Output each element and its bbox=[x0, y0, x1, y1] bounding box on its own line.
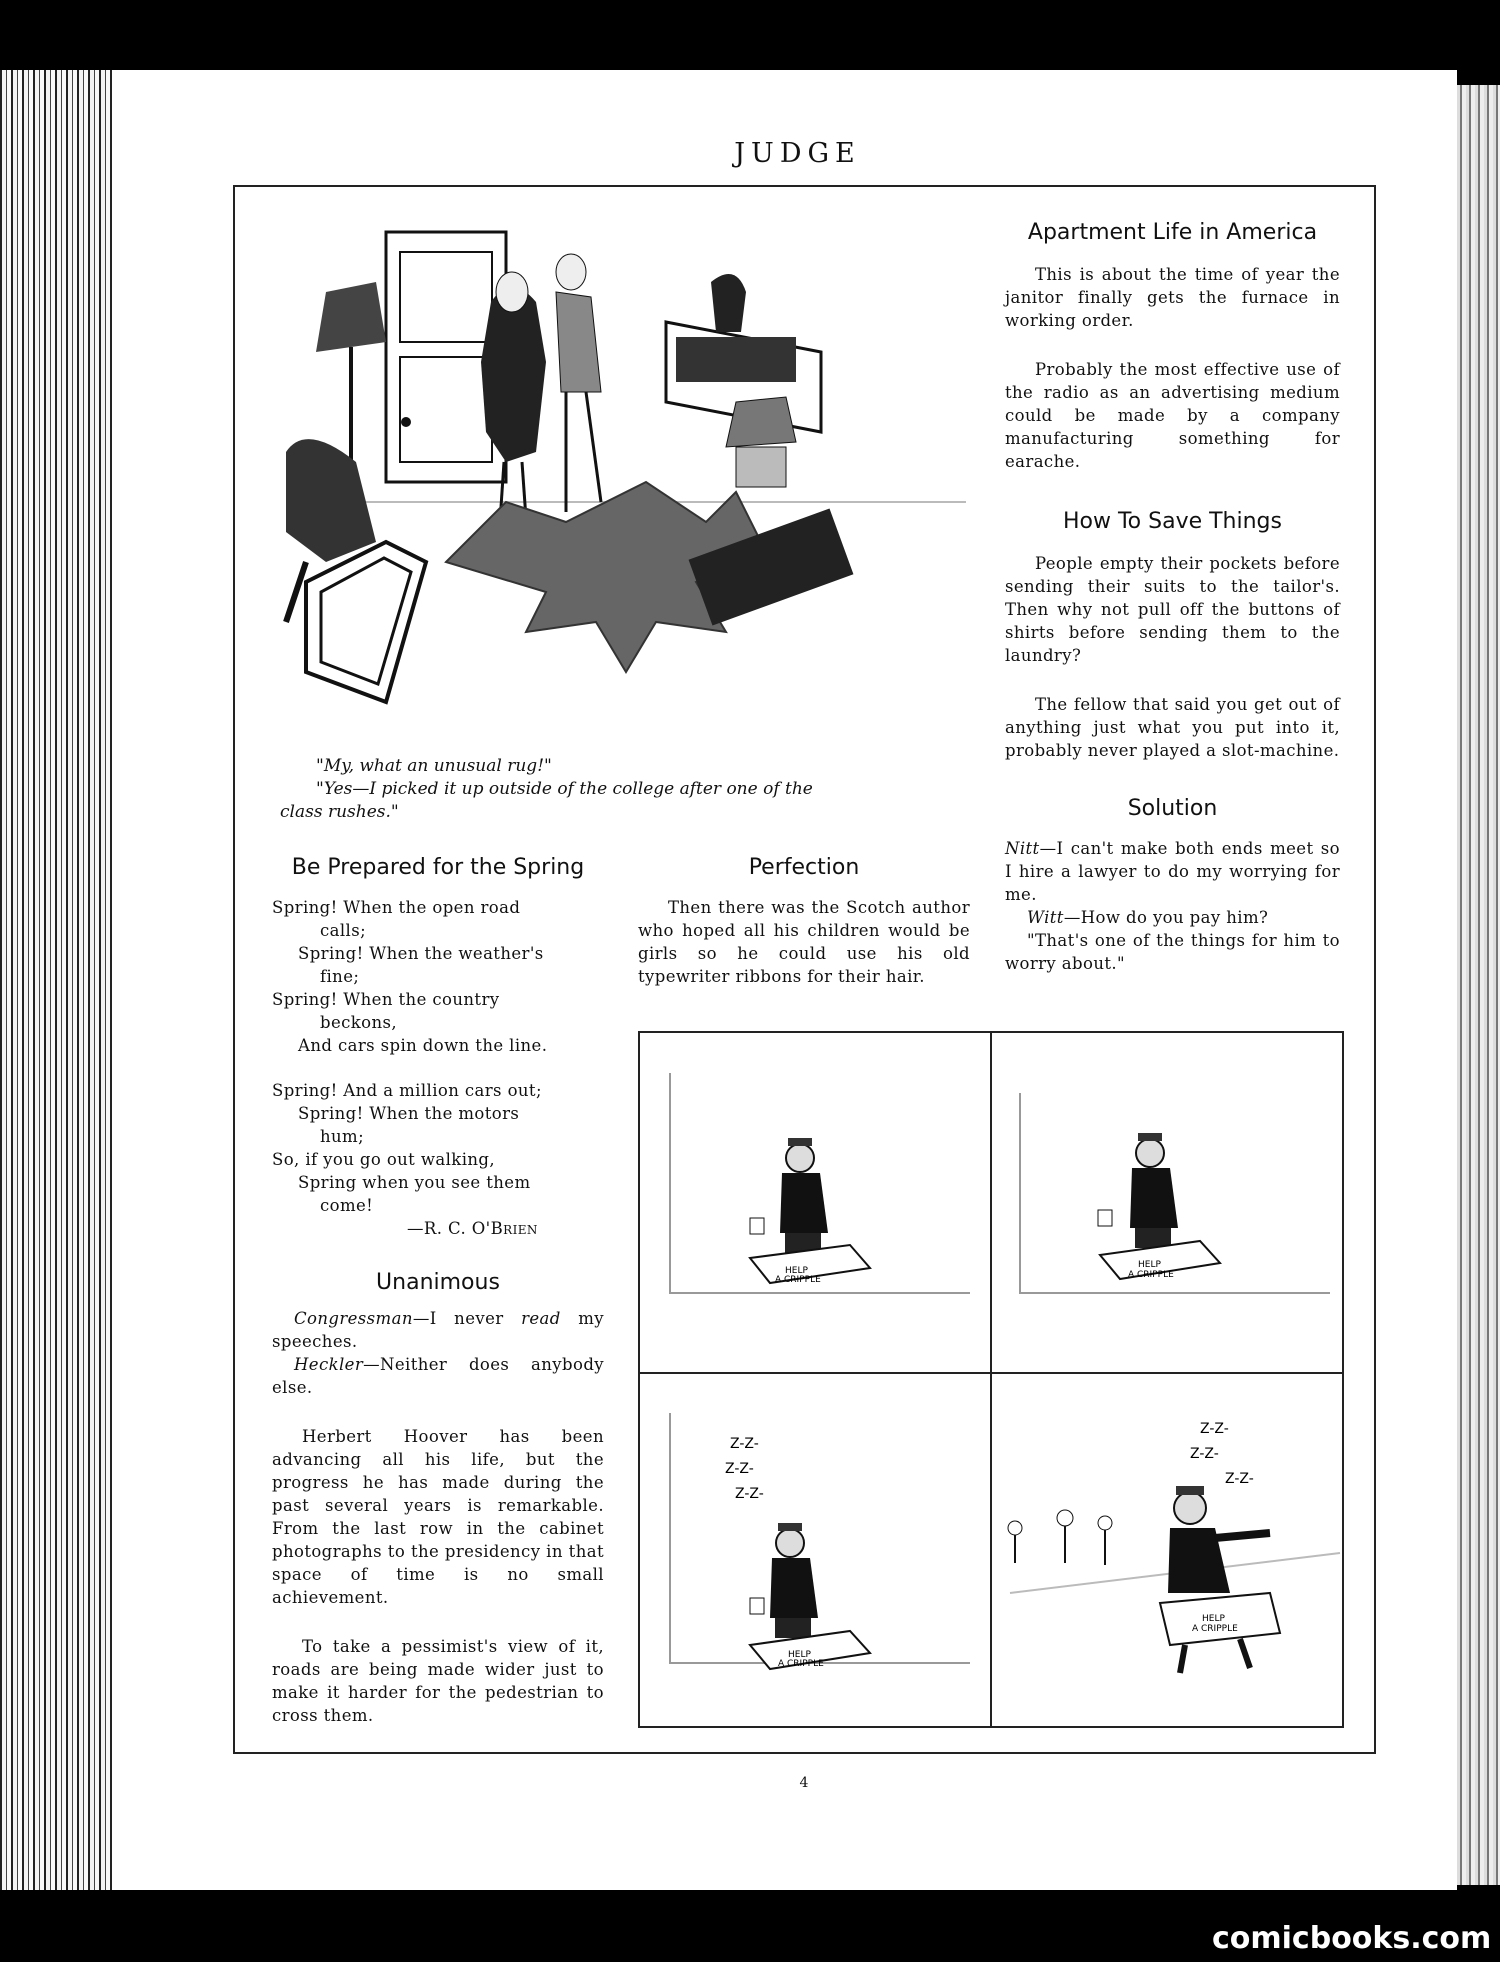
paragraph: The fellow that said you get out of anything just what you put into it, probably never played a slot-machine. bbox=[1005, 695, 1340, 760]
poem-line: And cars spin down the line. bbox=[298, 1036, 548, 1055]
speaker-name: Nitt bbox=[1005, 839, 1040, 858]
sign-text: HELP bbox=[1202, 1614, 1225, 1624]
poem-line: So, if you go out walking, bbox=[272, 1150, 496, 1169]
poem-line: come! bbox=[320, 1196, 374, 1215]
right-column bbox=[1005, 220, 1340, 975]
caption-line: "Yes—I picked it up outside of the college after one of the bbox=[316, 779, 813, 799]
page-number: 4 bbox=[799, 1775, 809, 1791]
poem-line: Spring! When the weather's bbox=[298, 944, 544, 963]
sign-text: HELP bbox=[1138, 1260, 1161, 1270]
left-column bbox=[272, 855, 604, 1727]
snore-text: Z-Z- bbox=[1200, 1421, 1229, 1437]
poem-line: Spring when you see them bbox=[298, 1173, 531, 1192]
poem-line: Spring! And a million cars out; bbox=[272, 1081, 542, 1100]
paragraph: Herbert Hoover has been advancing all his life, but the progress he has made during the past several years is remarkable. From the last row in the cabinet photographs to the presidency in that space of time is no small achievement. bbox=[272, 1427, 604, 1607]
dialogue-text: —I can't make both ends meet so I hire a lawyer to do my worrying for me. bbox=[1005, 839, 1340, 904]
sign-text: HELP bbox=[788, 1650, 811, 1660]
section-title: How To Save Things bbox=[1062, 509, 1282, 534]
poem-line: fine; bbox=[320, 967, 360, 986]
illustration-caption bbox=[280, 755, 940, 824]
sign-text: A CRIPPLE bbox=[1128, 1270, 1174, 1280]
sign-text: A CRIPPLE bbox=[775, 1275, 821, 1285]
beggar-comic-strip bbox=[638, 1031, 1344, 1728]
sign-text: A CRIPPLE bbox=[778, 1659, 824, 1669]
woman-polka-dress bbox=[556, 292, 601, 392]
snore-text: Z-Z- bbox=[1225, 1471, 1254, 1487]
section-title: Solution bbox=[1127, 796, 1218, 821]
beggar-figure-panel-1 bbox=[750, 1138, 870, 1285]
caption-line: class rushes." bbox=[280, 802, 399, 822]
speaker-name: Witt bbox=[1027, 908, 1064, 927]
poem-line: calls; bbox=[320, 921, 367, 940]
dialogue-text: —I never bbox=[412, 1309, 522, 1328]
poem-line: Spring! When the country bbox=[272, 990, 500, 1009]
snore-text: Z-Z- bbox=[1190, 1446, 1219, 1462]
site-watermark: comicbooks.com bbox=[1212, 1921, 1492, 1956]
snore-text: Z-Z- bbox=[725, 1461, 754, 1477]
speaker-name: Heckler bbox=[294, 1355, 364, 1374]
spring-poem bbox=[272, 896, 604, 1240]
section-title: Unanimous bbox=[376, 1270, 500, 1295]
sign-text: A CRIPPLE bbox=[1192, 1624, 1238, 1634]
poem-line: hum; bbox=[320, 1127, 365, 1146]
poem-line: Spring! When the motors bbox=[298, 1104, 520, 1123]
poem-line: Spring! When the open road bbox=[272, 898, 521, 917]
solution-dialogue bbox=[1005, 837, 1340, 975]
paragraph: Then there was the Scotch author who hoped all his children would be girls so he could use his old typewriter ribbons for their hair. bbox=[638, 898, 970, 986]
beggar-figure-panel-2 bbox=[1098, 1133, 1220, 1280]
dialogue-text: —Neither does anybody else. bbox=[272, 1355, 604, 1397]
middle-column bbox=[638, 855, 970, 988]
book-spine-pages bbox=[0, 70, 118, 1890]
section-title: Be Prepared for the Spring bbox=[291, 855, 585, 880]
woman-in-coat bbox=[481, 287, 546, 462]
floor-lamp-shade bbox=[316, 282, 386, 352]
snore-text: Z-Z- bbox=[730, 1436, 759, 1452]
paragraph: People empty their pockets before sending their suits to the tailor's. Then why not pull off the buttons of shirts before sending them to the laundry? bbox=[1005, 554, 1340, 665]
paragraph: To take a pessimist's view of it, roads are being made wider just to make it harder for the pedestrian to cross them. bbox=[272, 1637, 604, 1725]
dialogue-emphasis: read bbox=[521, 1309, 561, 1328]
dialogue-text: my speeches. bbox=[272, 1309, 604, 1351]
section-title: Apartment Life in America bbox=[1027, 220, 1318, 245]
unanimous-dialogue bbox=[272, 1307, 604, 1399]
section-title: Perfection bbox=[748, 855, 860, 880]
speaker-name: Congressman bbox=[294, 1309, 413, 1328]
beggar-figure-panel-3 bbox=[725, 1436, 870, 1669]
caption-line: "My, what an unusual rug!" bbox=[316, 756, 552, 776]
comic-panels bbox=[640, 1033, 1342, 1726]
dialogue-text: "That's one of the things for him to worry about." bbox=[1005, 931, 1340, 973]
poem-line: beckons, bbox=[320, 1013, 398, 1032]
magazine-header: JUDGE bbox=[734, 138, 861, 169]
dialogue-text: —How do you pay him? bbox=[1063, 908, 1269, 927]
paragraph: This is about the time of year the janitor finally gets the furnace in working order. bbox=[1005, 265, 1340, 330]
poem-byline: —R. C. O'Brien bbox=[407, 1219, 538, 1238]
sign-text: HELP bbox=[785, 1266, 808, 1276]
paragraph: Probably the most effective use of the radio as an advertising medium could be made by a company manufacturing something for earache. bbox=[1005, 360, 1340, 471]
rug-cartoon-illustration bbox=[266, 202, 971, 747]
snore-text: Z-Z- bbox=[735, 1486, 764, 1502]
beggar-figure-panel-4 bbox=[1008, 1421, 1280, 1673]
